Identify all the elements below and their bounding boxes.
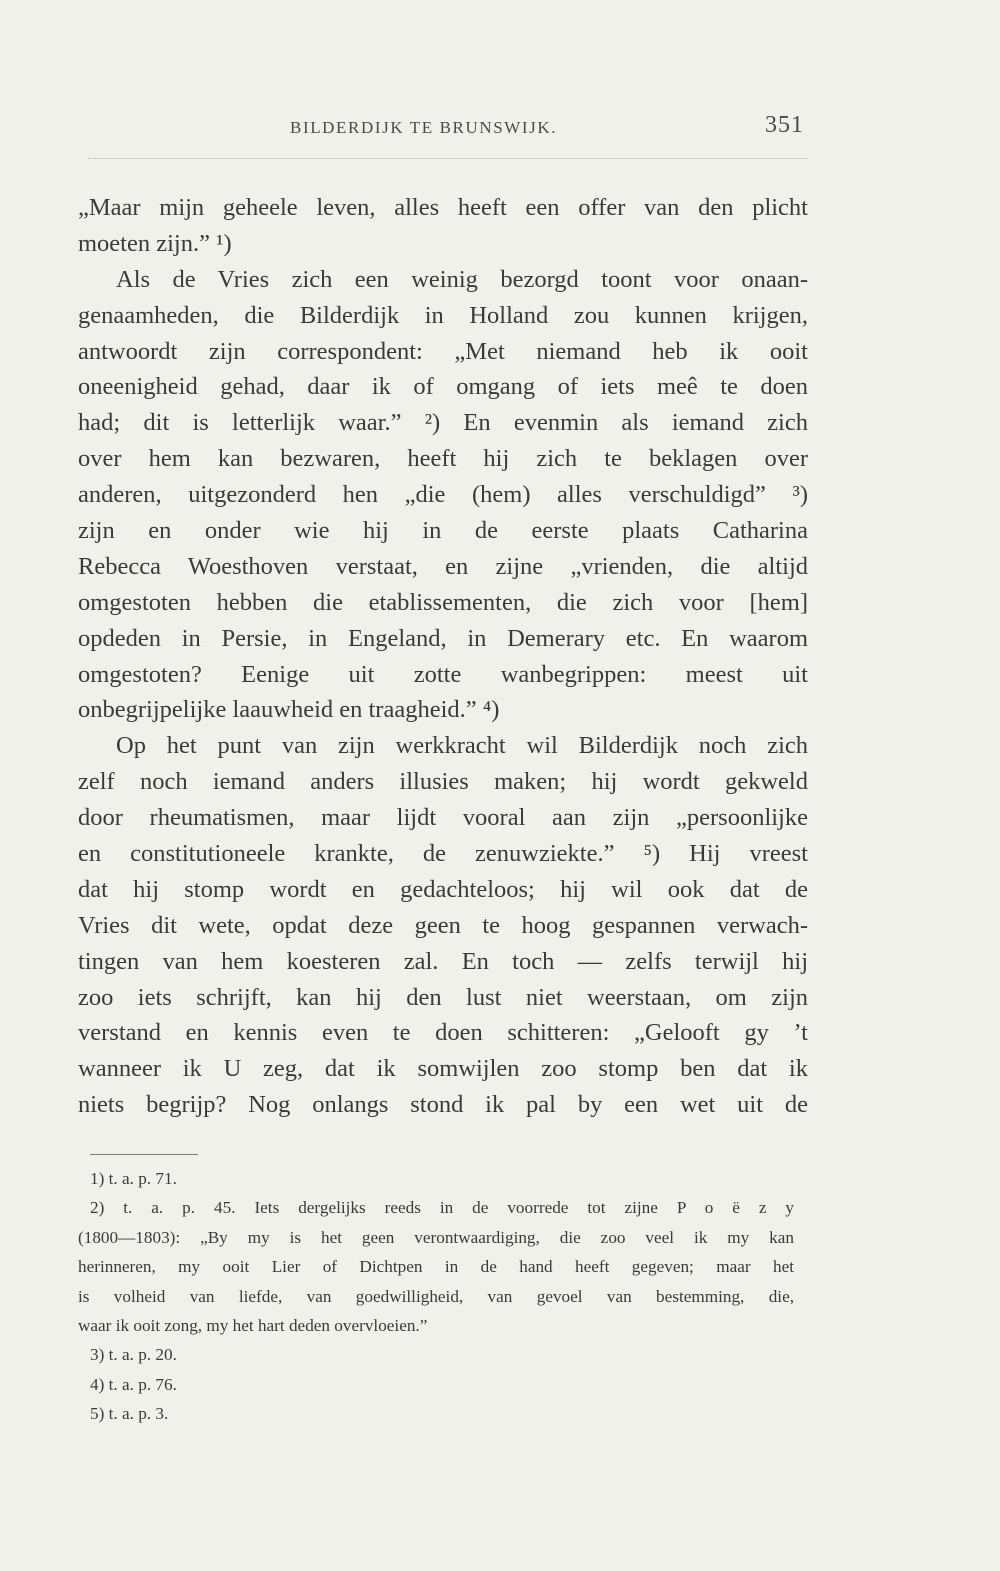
text-line: wanneer ik U zeg, dat ik somwijlen zoo stomp ben dat ik	[78, 1055, 808, 1083]
footnote-rule	[90, 1154, 198, 1155]
text-line: moeten zijn.” ¹)	[78, 229, 232, 257]
footnotes	[78, 1164, 794, 1429]
text-line: en constitutioneele krankte, de zenuwziekte.” ⁵) Hij vreest	[78, 840, 808, 868]
running-head: BILDERDIJK TE BRUNSWIJK.	[290, 118, 558, 137]
text-line: Als de Vries zich een weinig bezorgd toont voor onaan-	[116, 265, 808, 293]
footnote-continuation: (1800—1803): „By my is het geen verontwaardiging, die zoo veel ik my kan	[78, 1227, 794, 1247]
text-line: tingen van hem koesteren zal. En toch — zelfs terwijl hij	[78, 947, 808, 975]
text-line: verstand en kennis even te doen schitteren: „Gelooft gy ’t	[78, 1019, 808, 1047]
text-line: zelf noch iemand anders illusies maken; hij wordt gekweld	[78, 768, 808, 796]
main-text	[78, 190, 808, 1123]
footnote-continuation: herinneren, my ooit Lier of Dichtpen in de hand heeft gegeven; maar het	[78, 1257, 794, 1277]
text-line: „Maar mijn geheele leven, alles heeft een offer van den plicht	[78, 194, 808, 221]
text-line: niets begrijp? Nog onlangs stond ik pal by een wet uit de	[78, 1091, 808, 1119]
text-line: Op het punt van zijn werkkracht wil Bilderdijk noch zich	[116, 732, 808, 760]
text-line: genaamheden, die Bilderdijk in Holland zou kunnen krijgen,	[78, 301, 808, 329]
text-line: zoo iets schrijft, kan hij den lust niet weerstaan, om zijn	[78, 983, 808, 1011]
text-line: onbegrijpelijke laauwheid en traagheid.” ⁴)	[78, 696, 500, 724]
text-line: omgestoten hebben die etablissementen, die zich voor [hem]	[78, 588, 808, 616]
text-line: Rebecca Woesthoven verstaat, en zijne „vrienden, die altijd	[78, 552, 808, 580]
text-line: opdeden in Persie, in Engeland, in Demerary etc. En waarom	[78, 624, 808, 652]
footnote: 2) t. a. p. 45. Iets dergelijks reeds in de voorrede tot zijne P o ë z y	[90, 1198, 794, 1218]
text-line: omgestoten? Eenige uit zotte wanbegrippen: meest uit	[78, 660, 808, 688]
footnote: 1) t. a. p. 71.	[90, 1169, 177, 1188]
footnote-continuation: waar ik ooit zong, my het hart deden overvloeien.”	[78, 1315, 428, 1335]
footnote-continuation: is volheid van liefde, van goedwilligheid, van gevoel van bestemming, die,	[78, 1286, 794, 1306]
page-header	[76, 112, 806, 146]
header-rule	[88, 158, 808, 161]
text-line: Vries dit wete, opdat deze geen te hoog gespannen verwach-	[78, 911, 808, 939]
text-line: antwoordt zijn correspondent: „Met niemand heb ik ooit	[78, 337, 808, 365]
footnote: 3) t. a. p. 20.	[90, 1345, 177, 1365]
text-line: door rheumatismen, maar lijdt vooral aan zijn „persoonlijke	[78, 804, 808, 832]
text-line: zijn en onder wie hij in de eerste plaats Catharina	[78, 517, 808, 545]
footnote: 4) t. a. p. 76.	[90, 1374, 177, 1394]
text-line: had; dit is letterlijk waar.” ²) En evenmin als iemand zich	[78, 409, 808, 437]
text-line: dat hij stomp wordt en gedachteloos; hij wil ook dat de	[78, 875, 808, 903]
text-line: over hem kan bezwaren, heeft hij zich te beklagen over	[78, 445, 808, 473]
text-line: anderen, uitgezonderd hen „die (hem) alles verschuldigd” ³)	[78, 481, 808, 509]
page-number: 351	[765, 112, 804, 138]
text-line: oneenigheid gehad, daar ik of omgang of iets meê te doen	[78, 373, 808, 401]
footnote: 5) t. a. p. 3.	[90, 1404, 169, 1424]
